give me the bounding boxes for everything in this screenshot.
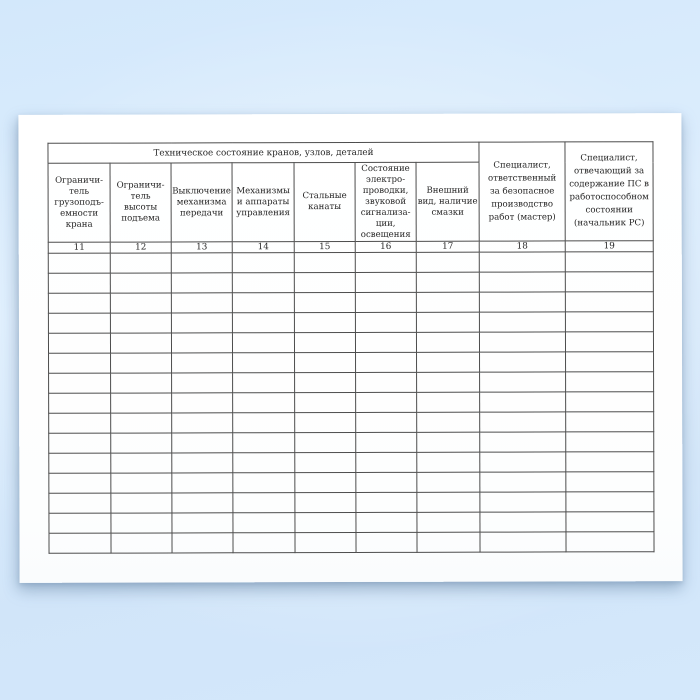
empty-cell [111, 473, 172, 493]
empty-cell [566, 452, 654, 472]
empty-cell [233, 513, 295, 533]
group-header-row [48, 142, 653, 164]
column-header-11-load-limiter: Ограничи- тель грузоподъ- емности крана [48, 163, 110, 242]
empty-cell [480, 332, 566, 352]
empty-cell [233, 493, 295, 513]
empty-cell [480, 472, 566, 492]
empty-cell [233, 393, 295, 413]
empty-cell [417, 452, 480, 472]
empty-row [49, 412, 654, 434]
empty-cell [356, 352, 417, 372]
empty-cell [111, 513, 172, 533]
empty-cell [356, 492, 417, 512]
empty-cell [233, 373, 295, 393]
empty-cell [49, 453, 111, 473]
empty-cell [294, 332, 355, 352]
empty-row [49, 492, 654, 514]
empty-cell [232, 293, 294, 313]
empty-cell [355, 292, 416, 312]
empty-cell [232, 253, 294, 273]
empty-cell [294, 272, 355, 292]
empty-cell [356, 372, 417, 392]
empty-cell [480, 512, 566, 532]
empty-cell [295, 352, 356, 372]
empty-cell [233, 533, 295, 553]
column-header-15-steel-ropes: Стальные канаты [294, 162, 355, 241]
empty-cell [417, 492, 480, 512]
empty-row [49, 352, 654, 374]
empty-cell [232, 333, 294, 353]
empty-cell [356, 512, 417, 532]
column-header-17-appearance-lubrication: Внешний вид, наличие смазки [416, 162, 479, 241]
empty-cell [172, 473, 233, 493]
empty-cell [172, 513, 233, 533]
empty-cell [111, 393, 172, 413]
empty-cell [49, 513, 111, 533]
empty-cell [111, 533, 172, 553]
empty-cell [233, 413, 295, 433]
empty-cell [417, 472, 480, 492]
empty-cell [172, 493, 233, 513]
empty-cell [565, 292, 653, 312]
empty-cell [232, 313, 294, 333]
empty-cell [566, 432, 654, 452]
empty-cell [48, 313, 110, 333]
empty-cell [295, 452, 356, 472]
column-header-13-gear-shutoff: Выключение механизма передачи [171, 163, 232, 242]
empty-cell [49, 373, 111, 393]
empty-cell [295, 492, 356, 512]
empty-cell [172, 453, 233, 473]
empty-cell [479, 272, 565, 292]
empty-row [49, 392, 654, 414]
document-page [18, 113, 682, 583]
empty-cell [566, 412, 654, 432]
empty-cell [294, 292, 355, 312]
empty-cell [295, 372, 356, 392]
empty-cell [172, 393, 233, 413]
empty-cell [110, 333, 171, 353]
empty-cell [566, 372, 654, 392]
empty-cell [49, 473, 111, 493]
empty-cell [171, 313, 232, 333]
empty-cell [417, 352, 480, 372]
empty-cell [566, 472, 654, 492]
empty-cell [566, 512, 654, 532]
empty-cell [294, 252, 355, 272]
empty-cell [295, 392, 356, 412]
empty-cell [233, 433, 295, 453]
column-number-18: 18 [479, 241, 565, 252]
empty-cell [417, 392, 480, 412]
empty-cell [417, 512, 480, 532]
empty-cell [417, 432, 480, 452]
empty-row [49, 472, 654, 494]
empty-cell [566, 532, 654, 552]
empty-cell [233, 473, 295, 493]
empty-cell [233, 353, 295, 373]
empty-cell [566, 392, 654, 412]
empty-row [48, 312, 653, 334]
empty-cell [111, 373, 172, 393]
column-number-11: 11 [48, 242, 110, 253]
empty-row [49, 432, 654, 454]
empty-cell [356, 452, 417, 472]
empty-cell [416, 292, 479, 312]
empty-cell [295, 512, 356, 532]
empty-cell [111, 413, 172, 433]
empty-cell [48, 273, 110, 293]
empty-cell [417, 532, 480, 552]
empty-cell [355, 312, 416, 332]
empty-cell [48, 333, 110, 353]
empty-cell [48, 253, 110, 273]
empty-cell [294, 312, 355, 332]
empty-cell [49, 433, 111, 453]
group-header-technical-condition: Техническое состояние кранов, узлов, деталей [48, 142, 479, 163]
empty-cell [110, 293, 171, 313]
empty-row [48, 332, 653, 354]
empty-cell [111, 433, 172, 453]
column-number-17: 17 [416, 241, 479, 252]
empty-cell [295, 472, 356, 492]
empty-cell [172, 373, 233, 393]
empty-cell [172, 533, 233, 553]
empty-cell [356, 412, 417, 432]
empty-cell [356, 432, 417, 452]
empty-cell [480, 352, 566, 372]
empty-cell [566, 492, 654, 512]
empty-cell [565, 272, 653, 292]
empty-cell [49, 353, 111, 373]
empty-cell [416, 332, 479, 352]
empty-cell [355, 252, 416, 272]
empty-cell [49, 393, 111, 413]
empty-cell [110, 273, 171, 293]
empty-cell [480, 532, 566, 552]
empty-cell [110, 313, 171, 333]
empty-cell [480, 452, 566, 472]
empty-cell [48, 293, 110, 313]
column-header-14-control-mechanisms: Механизмы и аппараты управления [232, 163, 294, 242]
empty-cell [355, 332, 416, 352]
empty-row [49, 372, 654, 394]
column-number-16: 16 [355, 241, 416, 252]
column-number-15: 15 [294, 241, 355, 252]
empty-cell [565, 312, 653, 332]
column-header-16-wiring-signal-lighting: Состояние электро- проводки, звуковой сигнализа- ции, освещения [355, 162, 416, 241]
empty-cell [49, 533, 111, 553]
empty-row [49, 452, 654, 474]
empty-cell [232, 273, 294, 293]
empty-cell [480, 492, 566, 512]
empty-cell [565, 252, 653, 272]
empty-cell [356, 532, 417, 552]
empty-cell [295, 432, 356, 452]
empty-cell [171, 293, 232, 313]
empty-row [49, 512, 654, 534]
empty-cell [49, 493, 111, 513]
column-number-13: 13 [171, 242, 232, 253]
column-header-12-height-limiter: Ограничи- тель высоты подъема [110, 163, 171, 242]
column-number-12: 12 [110, 242, 171, 253]
empty-cell [172, 413, 233, 433]
column-number-14: 14 [232, 242, 294, 253]
empty-cell [416, 252, 479, 272]
empty-cell [110, 253, 171, 273]
empty-cell [479, 252, 565, 272]
empty-cell [479, 292, 565, 312]
empty-cell [417, 372, 480, 392]
empty-row [48, 272, 653, 294]
column-header-18-specialist-safety: Специалист, ответственный за безопасное производство работ (мастер) [479, 142, 565, 241]
empty-cell [172, 353, 233, 373]
column-number-19: 19 [565, 241, 653, 252]
empty-row [48, 252, 653, 274]
empty-cell [233, 453, 295, 473]
inspection-log-table [47, 141, 654, 554]
empty-cell [49, 413, 111, 433]
column-header-19-specialist-maintenance: Специалист, отвечающий за содержание ПС в работоспособном состоянии (начальник РС) [565, 142, 653, 241]
empty-cell [356, 472, 417, 492]
empty-cell [480, 432, 566, 452]
empty-cell [479, 312, 565, 332]
empty-cell [295, 412, 356, 432]
empty-cell [171, 333, 232, 353]
empty-cell [111, 353, 172, 373]
empty-cell [566, 352, 654, 372]
empty-cell [171, 273, 232, 293]
empty-cell [480, 372, 566, 392]
empty-cell [356, 392, 417, 412]
empty-cell [171, 253, 232, 273]
empty-cell [172, 433, 233, 453]
empty-cell [111, 453, 172, 473]
empty-row [48, 292, 653, 314]
empty-cell [416, 272, 479, 292]
empty-cell [566, 332, 654, 352]
empty-cell [416, 312, 479, 332]
empty-cell [295, 532, 356, 552]
empty-cell [480, 392, 566, 412]
empty-row [49, 532, 654, 554]
empty-cell [355, 272, 416, 292]
empty-entry-rows [48, 252, 654, 554]
empty-cell [417, 412, 480, 432]
empty-cell [480, 412, 566, 432]
empty-cell [111, 493, 172, 513]
